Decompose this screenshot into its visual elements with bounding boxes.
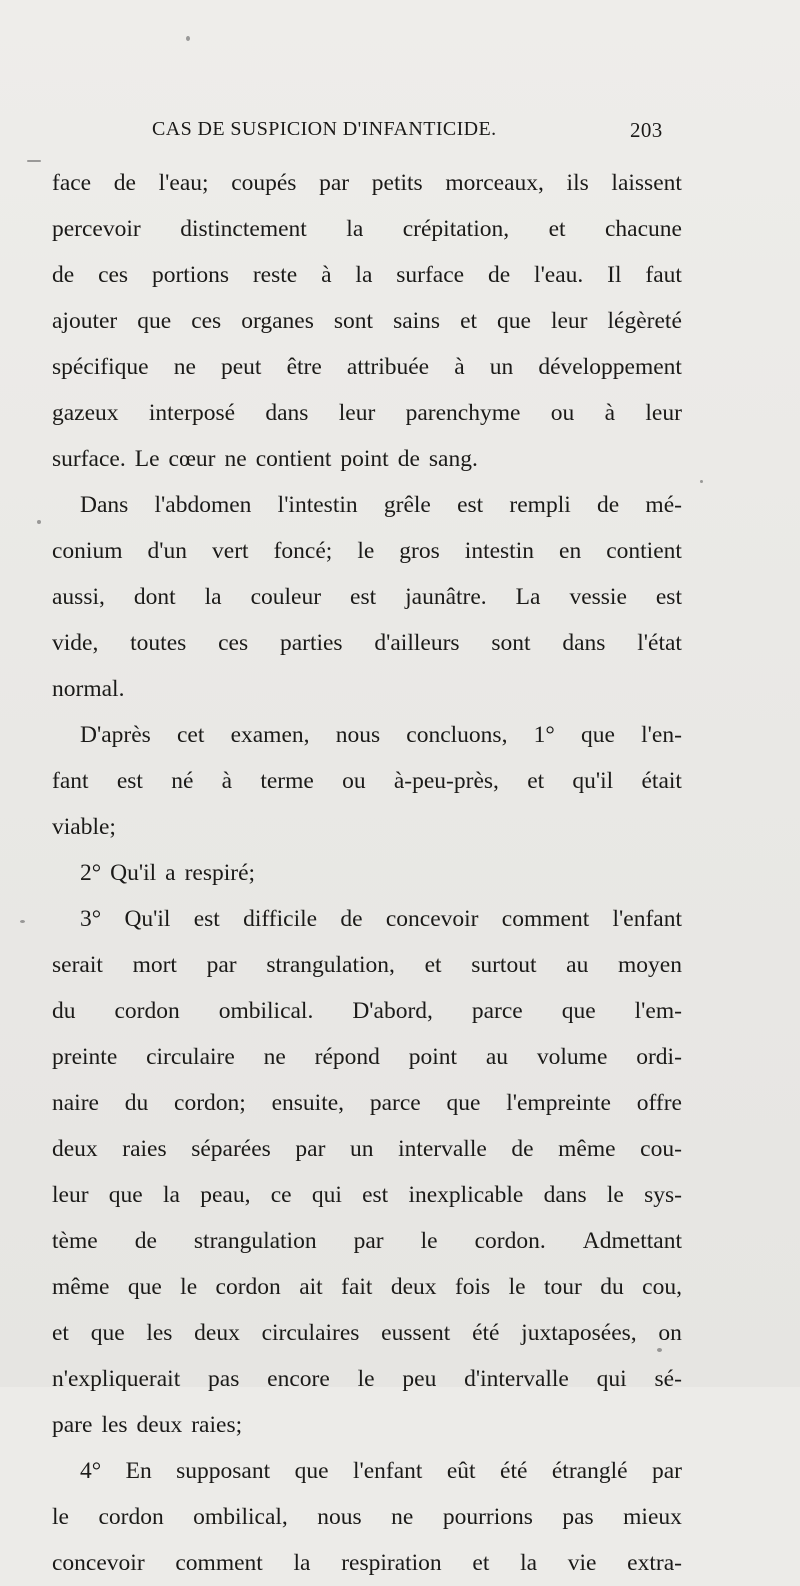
word: moyen (618, 952, 682, 978)
word: l'intestin (277, 492, 358, 518)
word: ces (98, 262, 129, 288)
word: tème (52, 1228, 98, 1254)
word: ces (218, 630, 249, 656)
text-line (52, 206, 682, 252)
text-line (52, 1126, 682, 1172)
word: deux (52, 1136, 98, 1162)
word: pare (52, 1412, 93, 1438)
word: circulaire (146, 1044, 235, 1070)
word: fait (341, 1274, 373, 1300)
word: à (454, 354, 465, 380)
word: ombilical, (193, 1504, 288, 1530)
word: à-peu-près, (393, 768, 499, 794)
word: grêle (383, 492, 431, 518)
word: est (116, 768, 143, 794)
word: de (340, 906, 363, 932)
word: à (321, 262, 332, 288)
word: à (604, 400, 616, 426)
word: ensuite, (271, 1090, 345, 1116)
word: par (206, 952, 237, 978)
word: et (472, 1550, 490, 1576)
word: l'abdomen (154, 492, 252, 518)
word: la (204, 584, 222, 610)
word: examen, (230, 722, 310, 748)
word: En (125, 1458, 152, 1484)
word: été (472, 1320, 500, 1346)
word: strangulation (193, 1228, 317, 1254)
word: cordon (98, 1504, 164, 1530)
text-line (52, 1218, 682, 1264)
word: de (397, 446, 420, 472)
word: l'empreinte (506, 1090, 611, 1116)
text-line (52, 436, 682, 482)
word: étranglé (551, 1458, 628, 1484)
word: la (346, 216, 364, 242)
word: vessie (569, 584, 627, 610)
word: ne (263, 1044, 286, 1070)
word: difficile (243, 906, 318, 932)
text-line (52, 1310, 682, 1356)
word: volume (536, 1044, 608, 1070)
word: né (171, 768, 194, 794)
word: concluons, (406, 722, 508, 748)
word: le (357, 1366, 375, 1392)
word: est (655, 584, 682, 610)
word: et (527, 768, 545, 794)
word: intervalle (398, 1136, 487, 1162)
word: Le (134, 446, 160, 472)
word: mé- (645, 492, 682, 518)
word: strangulation, (266, 952, 395, 978)
word: développement (538, 354, 682, 380)
text-line (52, 252, 682, 298)
word: eût (446, 1458, 476, 1484)
text-line (52, 896, 682, 942)
text-line (52, 574, 682, 620)
word: sang. (428, 446, 478, 472)
word: normal. (52, 676, 125, 702)
word: naire (52, 1090, 99, 1116)
word: deux (194, 1320, 240, 1346)
word: chacune (605, 216, 682, 242)
word: pourrions (442, 1504, 533, 1530)
word: cordon; (174, 1090, 246, 1116)
word: de (113, 170, 136, 196)
word: qu'il (572, 768, 614, 794)
word: le (180, 1274, 198, 1300)
paper-speck (27, 160, 41, 162)
word: respiration (341, 1550, 442, 1576)
word: foncé; (273, 538, 333, 564)
page-number: 203 (630, 118, 663, 142)
word: pas (562, 1504, 594, 1530)
word: Dans (80, 492, 129, 518)
word: aussi, (52, 584, 105, 610)
word: conium (52, 538, 123, 564)
word: jaunâtre. (405, 584, 487, 610)
word: dont (133, 584, 176, 610)
word: surface. (52, 446, 126, 472)
word: 1° (533, 722, 555, 748)
word: pas (208, 1366, 240, 1392)
word: nous (317, 1504, 362, 1530)
word: nous (335, 722, 381, 748)
text-line (52, 298, 682, 344)
word: répond (314, 1044, 380, 1070)
word: peut (220, 354, 262, 380)
word: l'enfant (352, 1458, 423, 1484)
word: spécifique (52, 354, 149, 380)
word: offre (636, 1090, 682, 1116)
word: 3° (80, 906, 102, 932)
text-line (52, 1402, 682, 1448)
word: surtout (471, 952, 537, 978)
word: extra- (627, 1550, 682, 1576)
word: on (658, 1320, 682, 1346)
word: ou (342, 768, 366, 794)
word: ombilical. (218, 998, 314, 1024)
word: que (90, 1320, 125, 1346)
word: et (52, 1320, 69, 1346)
word: mort (132, 952, 177, 978)
word: les (146, 1320, 173, 1346)
word: sains (393, 308, 441, 334)
word: est (193, 906, 220, 932)
word: vert (212, 538, 249, 564)
word: La (515, 584, 541, 610)
text-line (52, 620, 682, 666)
word: légèreté (607, 308, 682, 334)
word: fant (52, 768, 89, 794)
text-line (52, 528, 682, 574)
word: respiré; (184, 860, 256, 886)
word: de (511, 1136, 534, 1162)
word: que (581, 722, 615, 748)
word: séparées (191, 1136, 271, 1162)
word: du (600, 1274, 624, 1300)
word: d'ailleurs (374, 630, 460, 656)
word: du (124, 1090, 149, 1116)
word: raies; (191, 1412, 243, 1438)
word: était (641, 768, 682, 794)
word: inexplicable (408, 1182, 524, 1208)
word: parties (279, 630, 343, 656)
word: cet (176, 722, 205, 748)
word: couleur (250, 584, 322, 610)
word: crépitation, (402, 216, 510, 242)
word: d'intervalle (464, 1366, 569, 1392)
word: juxtaposées, (521, 1320, 637, 1346)
word: sé- (654, 1366, 682, 1392)
word: que (294, 1458, 329, 1484)
word: comment (175, 1550, 263, 1576)
body-text (52, 160, 682, 1586)
word: la (520, 1550, 538, 1576)
word: sont (491, 630, 531, 656)
word: de (134, 1228, 157, 1254)
word: de (597, 492, 620, 518)
word: que (561, 998, 596, 1024)
text-line (52, 1172, 682, 1218)
word: ne (224, 446, 247, 472)
word: mieux (623, 1504, 682, 1530)
word: surface (396, 262, 465, 288)
word: être (286, 354, 322, 380)
word: cou, (642, 1274, 682, 1300)
word: cordon (215, 1274, 281, 1300)
word: en (559, 538, 582, 564)
word: tour (543, 1274, 582, 1300)
word: l'en- (641, 722, 682, 748)
paper-speck (37, 520, 41, 524)
text-line (52, 988, 682, 1034)
word: ne (173, 354, 196, 380)
text-line (52, 390, 682, 436)
text-line (52, 712, 682, 758)
word: même (558, 1136, 616, 1162)
text-line (52, 1448, 682, 1494)
word: concevoir (385, 906, 479, 932)
word: la (293, 1550, 311, 1576)
word: que (497, 308, 531, 334)
word: D'après (80, 722, 151, 748)
word: dans (265, 400, 309, 426)
word: ou (550, 400, 575, 426)
word: rempli (509, 492, 571, 518)
word: a (165, 860, 176, 886)
word: supposant (176, 1458, 271, 1484)
word: ce (270, 1182, 292, 1208)
word: par (319, 170, 350, 196)
word: gazeux (52, 400, 119, 426)
word: été (500, 1458, 528, 1484)
word: percevoir (52, 216, 141, 242)
word: serait (52, 952, 103, 978)
word: ordi- (636, 1044, 682, 1070)
word: cordon. (474, 1228, 546, 1254)
word: Qu'il (124, 906, 171, 932)
word: le (606, 1182, 624, 1208)
text-line (52, 850, 682, 896)
word: ils (566, 170, 589, 196)
word: qui (596, 1366, 627, 1392)
word: ces (191, 308, 222, 334)
word: l'eau. (534, 262, 584, 288)
text-line (52, 1494, 682, 1540)
word: leur (52, 1182, 89, 1208)
text-line (52, 1356, 682, 1402)
word: 2° (80, 860, 102, 886)
word: point (408, 1044, 458, 1070)
text-line (52, 344, 682, 390)
text-line (52, 160, 682, 206)
word: le (508, 1274, 526, 1300)
text-line (52, 666, 682, 712)
paper-speck (20, 920, 25, 923)
paper-speck (700, 480, 703, 483)
paper-speck (657, 1348, 662, 1352)
word: le (357, 538, 375, 564)
word: parenchyme (405, 400, 521, 426)
word: d'un (147, 538, 187, 564)
text-line (52, 1540, 682, 1586)
word: laissent (611, 170, 682, 196)
word: le (420, 1228, 438, 1254)
word: que (446, 1090, 481, 1116)
word: vie (567, 1550, 597, 1576)
word: deux (390, 1274, 437, 1300)
word: Qu'il (110, 860, 157, 886)
word: n'expliquerait (52, 1366, 181, 1392)
word: coupés (231, 170, 297, 196)
word: encore (267, 1366, 330, 1392)
word: est (362, 1182, 389, 1208)
word: intestin (464, 538, 534, 564)
word: attribuée (346, 354, 430, 380)
word: reste (252, 262, 298, 288)
word: toutes (130, 630, 187, 656)
word: ne (391, 1504, 414, 1530)
word: terme (260, 768, 314, 794)
word: deux (136, 1412, 183, 1438)
paper-speck (186, 36, 190, 41)
word: que (108, 1182, 143, 1208)
word: 4° (80, 1458, 102, 1484)
word: organes (241, 308, 314, 334)
word: sont (333, 308, 374, 334)
word: interposé (148, 400, 236, 426)
word: l'état (637, 630, 682, 656)
word: un (489, 354, 514, 380)
word: du (52, 998, 76, 1024)
word: cou- (640, 1136, 682, 1162)
word: fois (454, 1274, 491, 1300)
word: comment (501, 906, 590, 932)
word: que (137, 308, 172, 334)
word: dans (562, 630, 606, 656)
word: sys- (644, 1182, 682, 1208)
word: parce (471, 998, 523, 1024)
word: distinctement (180, 216, 307, 242)
text-line (52, 758, 682, 804)
word: Il (607, 262, 622, 288)
word: preinte (52, 1044, 118, 1070)
word: ajouter (52, 308, 118, 334)
word: point (340, 446, 389, 472)
text-line (52, 1264, 682, 1310)
word: circulaires (261, 1320, 360, 1346)
word: peau, (200, 1182, 251, 1208)
word: par (295, 1136, 326, 1162)
word: faut (645, 262, 682, 288)
word: Admettant (582, 1228, 682, 1254)
word: leur (550, 308, 588, 334)
word: par (353, 1228, 384, 1254)
word: l'em- (634, 998, 682, 1024)
word: viable; (52, 814, 116, 840)
running-title: CAS DE SUSPICION D'INFANTICIDE. (152, 118, 497, 140)
text-line (52, 942, 682, 988)
word: de (487, 262, 511, 288)
word: face (52, 170, 92, 196)
word: contient (606, 538, 682, 564)
word: la (355, 262, 373, 288)
word: gros (399, 538, 440, 564)
word: raies (122, 1136, 167, 1162)
text-line (52, 482, 682, 528)
word: et (460, 308, 478, 334)
word: petits (371, 170, 423, 196)
text-line (52, 804, 682, 850)
word: vide, (52, 630, 99, 656)
word: à (221, 768, 233, 794)
word: l'enfant (612, 906, 682, 932)
word: les (101, 1412, 128, 1438)
word: et (424, 952, 442, 978)
word: contient (255, 446, 332, 472)
word: ait (299, 1274, 323, 1300)
word: cordon (114, 998, 180, 1024)
text-line (52, 1080, 682, 1126)
text-line (52, 1034, 682, 1080)
word: concevoir (52, 1550, 145, 1576)
word: morceaux, (445, 170, 544, 196)
word: cœur (168, 446, 216, 472)
word: l'eau; (158, 170, 209, 196)
word: est (350, 584, 377, 610)
word: le (52, 1504, 69, 1530)
word: peu (402, 1366, 437, 1392)
word: par (651, 1458, 682, 1484)
word: parce (369, 1090, 421, 1116)
word: au (566, 952, 589, 978)
word: leur (338, 400, 376, 426)
word: un (349, 1136, 374, 1162)
word: de (52, 262, 75, 288)
word: D'abord, (352, 998, 433, 1024)
word: portions (151, 262, 229, 288)
word: au (485, 1044, 509, 1070)
word: leur (645, 400, 682, 426)
word: et (548, 216, 566, 242)
word: même (52, 1274, 110, 1300)
word: dans (543, 1182, 587, 1208)
word: est (457, 492, 484, 518)
word: la (162, 1182, 180, 1208)
word: eussent (381, 1320, 451, 1346)
word: que (127, 1274, 162, 1300)
word: qui (311, 1182, 342, 1208)
